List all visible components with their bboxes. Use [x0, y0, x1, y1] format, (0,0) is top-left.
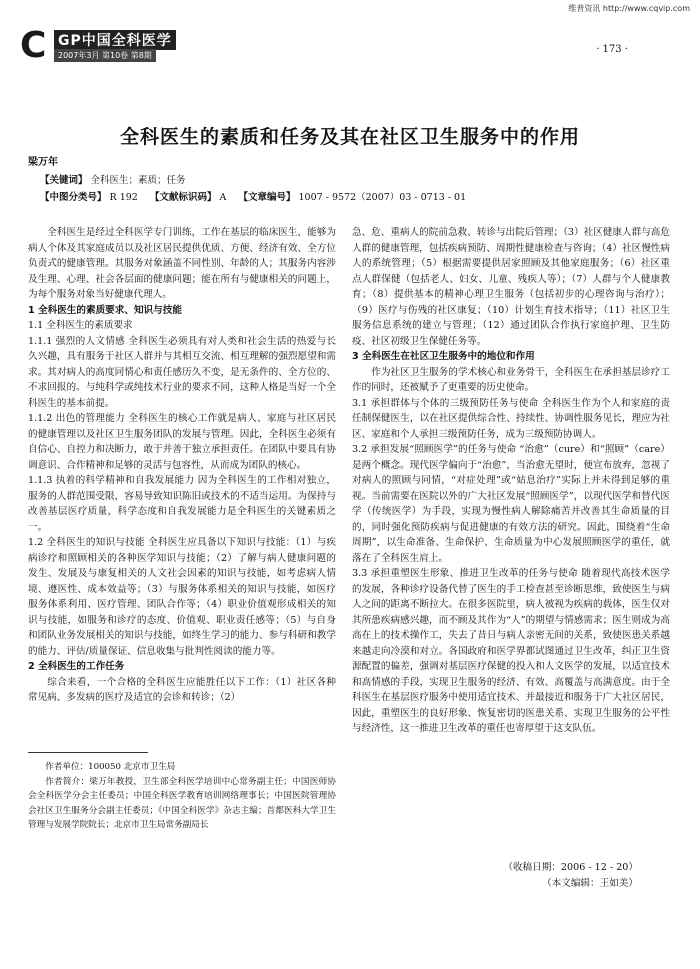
journal-logo	[20, 25, 200, 68]
keywords-label: 【关键词】	[40, 175, 88, 186]
article-title: 全科医生的素质和任务及其在社区卫生服务中的作用	[119, 126, 580, 148]
author: 梁万年	[28, 157, 58, 168]
paragraph: 全科医生是经过全科医学专门训练，工作在基层的临床医生，能够为病人个体及其家庭成员以及社区居民提供优质、方便、经济有效、全方位负责式的健康管理。其服务对象涵盖不同性别、年龄的人；其服务内容涉及生理、心理、社会各层面的健康问题；能在所有与健康相关的问题上，为每个服务对象当好健康代理人。	[28, 227, 336, 300]
keywords: 全科医生；素质；任务	[90, 175, 186, 186]
journal-name: GP中国全科医学	[54, 30, 176, 50]
footnote-divider	[28, 752, 148, 753]
left-column	[28, 225, 336, 706]
paragraph: 3.3 承担重塑医生形象、推进卫生改革的任务与使命 随着现代高技术医学的发展，各种诊疗设备代替了医生的手工检查甚至诊断思维，致使医生与病人之间的距离不断拉大。在很多医院里，病人被视为疾病的载体，医生仅对其所患疾病感兴趣，而不顾及其作为“人”的期望与情感需求；医生则成为高高在上的技术操作工，失去了昔日与病人亲密无间的关系，致使医患关系越来越走向冷漠和对立。各国政府和医学界都试图通过卫生改革，纠正卫生资源配置的偏差，强调对基层医疗保健的投入和人文医学的发展，以适宜技术和高情感的手段，实现卫生服务的经济、有效、高覆盖与高满意度。由于全科医生在基层医疗服务中使用适宜技术、并最接近和服务于广大社区居民，因此，重塑医生的良好形象、恢复密切的医患关系、实现卫生服务的公平性与经济性，这一推进卫生改革的重任也寄厚望于这支队伍。	[352, 568, 670, 734]
paragraph: 3.1 承担群体与个体的三级预防任务与使命 全科医生作为个人和家庭的责任制保健医生，以在社区提供综合性、持续性、协调性服务见长，理应为社区、家庭和个人承担三级预防任务，成为三级预防协调人。	[352, 397, 670, 440]
editor: （本文编辑：王如美）	[542, 877, 638, 889]
section-heading: 2 全科医生的工作任务	[28, 661, 125, 672]
author-note: 作者简介：梁万年教授，卫生部全科医学培训中心常务副主任；中国医师协会全科医学分会主任委员；中国全科医学教育培训网络理事长；中国医院管理协会社区卫生服务分会副主任委员；《中国全科医学》杂志主编；首都医科大学卫生管理与发展学院院长；北京市卫生局常务副局长	[28, 776, 336, 830]
classification-line	[40, 190, 466, 205]
section-heading: 3 全科医生在社区卫生服务中的地位和作用	[352, 351, 535, 362]
watermark: 维普资讯 http://www.cqvip.com	[568, 4, 690, 13]
doc-code-label: 【文献标识码】	[149, 192, 217, 203]
keywords-line	[40, 173, 186, 188]
doc-code-value: A	[219, 192, 227, 203]
received-info	[503, 860, 638, 891]
section-heading: 1 全科医生的素质要求、知识与技能	[28, 304, 182, 316]
paragraph: 1.2 全科医生的知识与技能 全科医生应具备以下知识与技能：（1）与疾病诊疗和照顾相关的各种医学知识与技能；（2）了解与病人健康问题的发生、发展及与康复相关的人文社会因素的知识与技能，如考虑病人情境、遵医性、成本效益等；（3）与服务体系相关的知识与技能，如医疗服务体系利用、医疗管理、团队合作等；（4）职业价值观形成相关的知识与技能，如服务和诊疗的态度、价值观、职业责任感等；（5）与自身和团队业务发展相关的知识与技能，如终生学习的能力、参与科研和教学的能力、评估/质量保证、信息收集与批判性阅读的能力等。	[28, 537, 336, 657]
author-note: 作者单位：100050 北京市卫生局	[45, 762, 176, 772]
page-number: · 173 ·	[596, 44, 628, 55]
right-column	[352, 225, 670, 737]
paragraph: 作为社区卫生服务的学术核心和业务骨干，全科医生在承担基层诊疗工作的同时，还被赋予了更重要的历史使命。	[352, 366, 670, 393]
clc-value: R 192	[109, 192, 138, 203]
paragraph: 1.1.1 强烈的人文情感 全科医生必须具有对人类和社会生活的热爱与长久兴趣，具有服务于社区人群并与其相互交流、相互理解的强烈愿望和需求。其对病人的高度同情心和责任感历久不变，是无条件的、全方位的、不求回报的。与纯科学或纯技术行业的要求不同，这种人格是当好一个全科医生的基本前提。	[28, 335, 336, 409]
paragraph: 3.2 承担发展“照顾医学”的任务与使命 “治愈”（cure）和“照顾”（care）是两个概念。现代医学偏向于“治愈”，当治愈无望时，便宣布放弃，忽视了对病人的照顾与同情，“对症处理”或“姑息治疗”实际上并未得到足够的重视。当前需要在医院以外的广大社区发展“照顾医学”，以现代医学和替代医学（传统医学）为手段，实现为慢性病人解除痛苦并改善其生命质量的目的，同时强化预防疾病与促进健康的有效方法的研究。因此，围绕着“生命周期”，以生命准备、生命保护、生命质量为中心发展照顾医学的重任，就落在了全科医生肩上。	[352, 444, 670, 564]
article-no-label: 【文章编号】	[238, 192, 296, 203]
paragraph: 急、危、重病人的院前急救、转诊与出院后管理；（3）社区健康人群与高危人群的健康管理，包括疾病预防、周期性健康检查与咨询；（4）社区慢性病人的系统管理；（5）根据需要提供居家照顾及其他家庭服务；（6）社区重点人群保健（包括老人、妇女、儿童、残疾人等）；（7）人群与个人健康教育；（8）提供基本的精神心理卫生服务（包括初步的心理咨询与治疗）；（9）医疗与伤残的社区康复；（10）计划生育技术指导；（11）社区卫生服务信息系统的建立与管理；（12）通过团队合作执行家庭护理、卫生防疫、社区初级卫生保健任务等。	[352, 227, 670, 347]
clc-label: 【中图分类号】	[40, 192, 107, 203]
received-date: （收稿日期：2006 - 12 - 20）	[503, 862, 638, 873]
author-notes	[28, 760, 336, 833]
paragraph: 1.1 全科医生的素质要求	[28, 320, 133, 331]
logo-letter: C	[20, 25, 47, 66]
paragraph: 1.1.3 执着的科学精神和自我发展能力 因为全科医生的工作相对独立，服务的人群范围受限，容易导致知识陈旧或技术的不适当运用。为保持与改善基层医疗质量，科学态度和自我发展能力是全科医生的关键素质之一。	[28, 475, 336, 533]
journal-issue: 2007年3月 第10卷 第8期	[54, 49, 156, 62]
paragraph: 1.1.2 出色的管理能力 全科医生的核心工作就是病人、家庭与社区居民的健康管理以及社区卫生服务团队的发展与管理。因此，全科医生必须有自信心、自控力和决断力，敢于并善于独立承担责任。在团队中要具有协调意识、合作精神和足够的灵活与包容性，从而成为团队的核心。	[28, 413, 336, 471]
article-no-value: 1007 - 9572（2007）03 - 0713 - 01	[298, 192, 467, 203]
paragraph: 综合来看，一个合格的全科医生应能胜任以下工作：（1）社区各种常见病、多发病的医疗及适宜的会诊和转诊；（2）	[28, 676, 336, 703]
